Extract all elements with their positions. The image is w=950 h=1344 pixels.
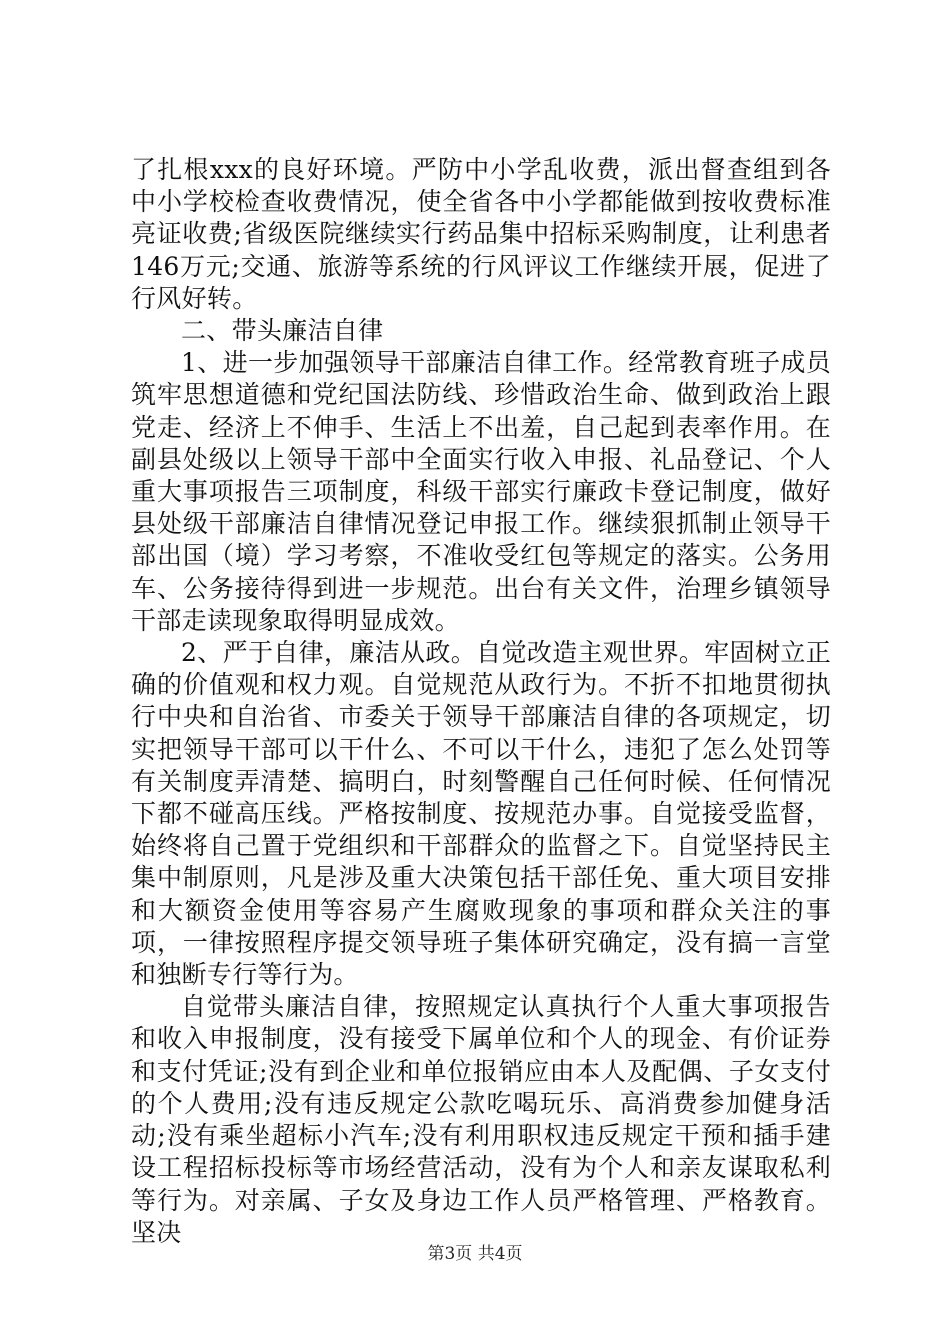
paragraph-self-discipline: 自觉带头廉洁自律，按照规定认真执行个人重大事项报告和收入申报制度，没有接受下属单位和个人的现金、有价证券和支付凭证;没有到企业和单位报销应由本人及配偶、子女支付的个人费用;没有违反规定公款吃喝玩乐、高消费参加健身活动;没有乘坐超标小汽车;没有利用职权违反规定干预和插手建设工程招标投标等市场经营活动，没有为个人和亲友谋取私利等行为。对亲属、子女及身边工作人员严格管理、严格教育。坚决 [131, 992, 831, 1247]
paragraph-continuation: 了扎根xxx的良好环境。严防中小学乱收费，派出督查组到各中小学校检查收费情况，使全省各中小学都能做到按收费标准亮证收费;省级医院继续实行药品集中招标采购制度，让利患者146万元;交通、旅游等系统的行风评议工作继续开展，促进了行风好转。 [131, 155, 831, 313]
section-heading: 二、带头廉洁自律 [181, 316, 384, 346]
paragraph-item-1: 1、进一步加强领导干部廉洁自律工作。经常教育班子成员筑牢思想道德和党纪国法防线、珍惜政治生命、做到政治上跟党走、经济上不伸手、生活上不出羞，自己起到表率作用。在副县处级以上领导干部中全面实行收入申报、礼品登记、个人重大事项报告三项制度，科级干部实行廉政卡登记制度，做好县处级干部廉洁自律情况登记申报工作。继续狠抓制止领导干部出国（境）学习考察，不准收受红包等规定的落实。公务用车、公务接待得到进一步规范。出台有关文件，治理乡镇领导干部走读现象取得明显成效。 [131, 348, 831, 635]
page-number: 第3页 共4页 [427, 1244, 523, 1264]
paragraph-item-2: 2、严于自律，廉洁从政。自觉改造主观世界。牢固树立正确的价值观和权力观。自觉规范从政行为。不折不扣地贯彻执行中央和自治省、市委关于领导干部廉洁自律的各项规定，切实把领导干部可以干什么、不可以干什么，违犯了怎么处罚等有关制度弄清楚、搞明白，时刻警醒自己任何时候、任何情况下都不碰高压线。严格按制度、按规范办事。自觉接受监督，始终将自己置于党组织和干部群众的监督之下。自觉坚持民主集中制原则，凡是涉及重大决策包括干部任免、重大项目安排和大额资金使用等容易产生腐败现象的事项和群众关注的事项，一律按照程序提交领导班子集体研究确定，没有搞一言堂和独断专行等行为。 [131, 638, 831, 990]
document-body [131, 154, 831, 1249]
